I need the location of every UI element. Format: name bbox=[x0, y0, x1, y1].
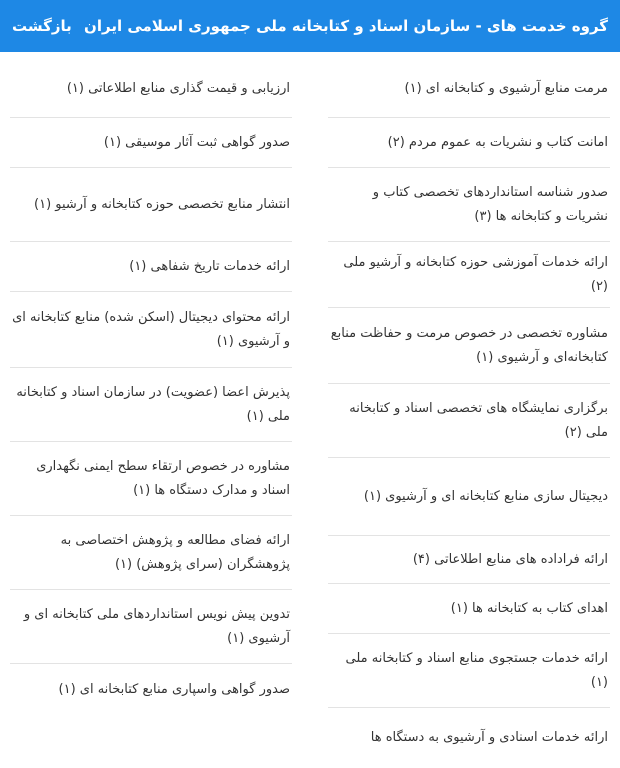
service-item[interactable]: انتشار منابع تخصصی حوزه کتابخانه و آرشیو (۱) bbox=[10, 168, 292, 242]
back-button[interactable]: بازگشت bbox=[12, 17, 72, 35]
service-item[interactable]: ارائه محتوای دیجیتال (اسکن شده) منابع کتابخانه ای و آرشیوی (۱) bbox=[10, 292, 292, 368]
service-item[interactable]: ارزیابی و قیمت گذاری منابع اطلاعاتی (۱) bbox=[10, 60, 292, 118]
service-item[interactable]: اهدای کتاب به کتابخانه ها (۱) bbox=[328, 584, 610, 634]
service-item[interactable]: ارائه خدمات جستجوی منابع اسناد و کتابخانه ملی (۱) bbox=[328, 634, 610, 708]
service-item[interactable]: صدور گواهی واسپاری منابع کتابخانه ای (۱) bbox=[58, 682, 290, 697]
service-item[interactable]: برگزاری نمایشگاه های تخصصی اسناد و کتابخانه ملی (۲) bbox=[328, 384, 610, 458]
service-item[interactable]: تدوین پیش نویس استانداردهای ملی کتابخانه ای و آرشیوی (۱) bbox=[10, 590, 292, 664]
app-header bbox=[0, 0, 620, 52]
right-column bbox=[328, 60, 610, 768]
service-item[interactable]: صدور گواهی ثبت آثار موسیقی (۱) bbox=[10, 118, 292, 168]
service-item[interactable]: مشاوره در خصوص ارتقاء سطح ایمنی نگهداری اسناد و مدارک دستگاه ها (۱) bbox=[10, 442, 292, 516]
service-item[interactable]: ارائه فضای مطالعه و پژوهش اختصاصی به پژوهشگران (سرای پژوهش) (۱) bbox=[10, 516, 292, 590]
service-item[interactable]: امانت کتاب و نشریات به عموم مردم (۲) bbox=[328, 118, 610, 168]
service-item[interactable]: ارائه فراداده های منابع اطلاعاتی (۴) bbox=[328, 536, 610, 584]
service-item[interactable]: مشاوره تخصصی در خصوص مرمت و حفاظت منابع کتابخانه‌ای و آرشیوی (۱) bbox=[328, 308, 610, 384]
service-item[interactable]: دیجیتال سازی منابع کتابخانه ای و آرشیوی (۱) bbox=[328, 458, 610, 536]
service-item[interactable]: پذیرش اعضا (عضویت) در سازمان اسناد و کتابخانه ملی (۱) bbox=[10, 368, 292, 442]
service-item[interactable]: ارائه خدمات آموزشی حوزه کتابخانه و آرشیو ملی (۲) bbox=[328, 242, 610, 308]
service-item[interactable]: ارائه خدمات اسنادی و آرشیوی به دستگاه ها bbox=[370, 730, 608, 745]
services-list bbox=[0, 52, 620, 768]
page-title: گروه خدمت های - سازمان اسناد و کتابخانه ملی جمهوری اسلامی ایران bbox=[84, 17, 608, 35]
service-item[interactable]: مرمت منابع آرشیوی و کتابخانه ای (۱) bbox=[328, 60, 610, 118]
service-item[interactable]: صدور شناسه استانداردهای تخصصی کتاب و نشریات و کتابخانه ها (۳) bbox=[328, 168, 610, 242]
left-column bbox=[10, 60, 292, 768]
service-item[interactable]: ارائه خدمات تاریخ شفاهی (۱) bbox=[10, 242, 292, 292]
